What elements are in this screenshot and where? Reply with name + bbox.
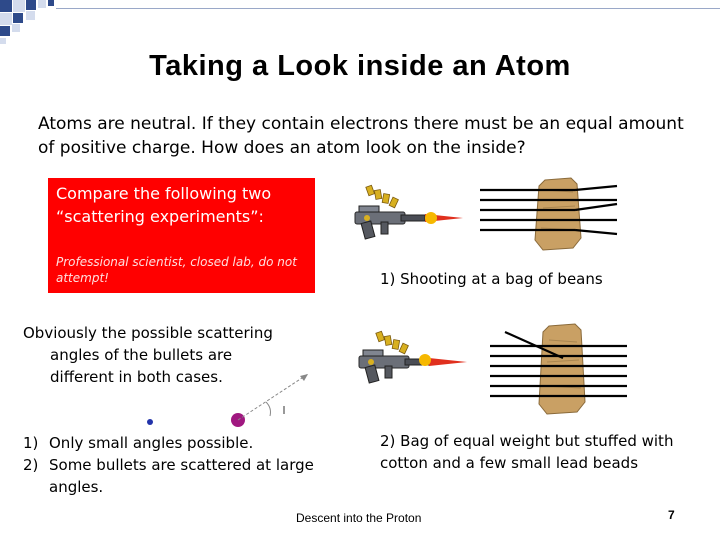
cartridge-icons <box>366 185 399 208</box>
cotton-bag-icon <box>539 324 585 414</box>
gun-icon <box>355 206 425 239</box>
slide-footer: Descent into the Proton <box>296 511 422 525</box>
caption-beans: 1) Shooting at a bag of beans <box>380 270 603 288</box>
experiment-beans-image <box>345 178 635 258</box>
scattering-angle-sketch <box>140 364 320 434</box>
experiment-lead-image <box>345 322 635 422</box>
bean-bag-icon <box>535 178 581 250</box>
muzzle-flame <box>429 358 467 366</box>
caption-lead-beads: 2) Bag of equal weight but stuffed with cotton and a few small lead beads <box>380 432 674 472</box>
explanation-line: different in both cases. <box>50 368 223 386</box>
gun-icon <box>359 350 429 383</box>
compare-heading: Compare the following two “scattering experiments”: <box>56 184 272 226</box>
slide-title: Taking a Look inside an Atom <box>149 50 571 82</box>
page-number: 7 <box>668 508 675 522</box>
list-number: 1) <box>23 434 39 452</box>
compare-callout-box <box>48 178 315 293</box>
explanation-line: Obviously the possible scattering <box>23 324 273 342</box>
observation-list <box>23 432 323 498</box>
list-item <box>23 432 323 454</box>
explanation-line: angles of the bullets are <box>50 346 233 364</box>
list-item <box>23 454 323 498</box>
list-number: 2) <box>23 456 39 474</box>
intro-text: Atoms are neutral. If they contain electrons there must be an equal amount of positive charge. How does an atom look on the inside? <box>38 114 684 158</box>
list-text: Only small angles possible. <box>49 434 254 452</box>
warning-text: Professional scientist, closed lab, do not attempt! <box>56 255 297 285</box>
list-text: Some bullets are scattered at large angles. <box>49 456 314 496</box>
